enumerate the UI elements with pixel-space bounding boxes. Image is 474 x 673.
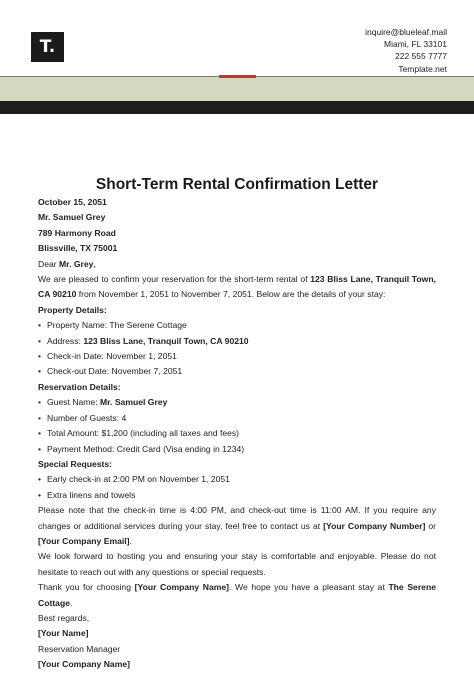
header-accent: [219, 75, 256, 78]
list-item: • Number of Guests: 4: [38, 411, 436, 426]
contact-phone: 222 555 7777: [395, 51, 447, 62]
letter-body: [38, 195, 436, 673]
reservation-list: [38, 395, 436, 457]
list-item: • Check-in Date: November 1, 2051: [38, 349, 436, 364]
property-list: [38, 318, 436, 380]
closing: Best regards,: [38, 612, 90, 623]
sender-name: [Your Name]: [38, 628, 89, 639]
recipient-name: Mr. Samuel Grey: [38, 212, 106, 223]
contact-email: inquire@blueleaf.mail: [365, 27, 447, 37]
list-item: • Guest Name: Mr. Samuel Grey: [38, 395, 436, 410]
list-item: • Payment Method: Credit Card (Visa ending in 1234): [38, 442, 436, 457]
salutation: Dear Mr. Grey,: [38, 258, 96, 269]
list-item: • Address: 123 Bliss Lane, Tranquil Town, CA 90210: [38, 334, 436, 349]
sender-title: Reservation Manager: [38, 643, 121, 654]
list-item: • Early check-in at 2:00 PM on November 1, 2051: [38, 472, 436, 487]
contact-block: [365, 26, 447, 75]
recipient-city: Blissville, TX 75001: [38, 243, 118, 254]
header-band: [0, 77, 474, 101]
list-item: • Total Amount: $1,200 (including all taxes and fees): [38, 426, 436, 441]
thanks-paragraph: Thank you for choosing [Your Company Name]. We hope you have a pleasant stay at The Serene Cottage.: [38, 582, 436, 608]
special-list: [38, 472, 436, 503]
letter-title: Short-Term Rental Confirmation Letter: [95, 176, 379, 193]
list-item: • Property Name: The Serene Cottage: [38, 318, 436, 333]
letter-date: October 15, 2051: [38, 197, 107, 207]
recipient-street: 789 Harmony Road: [38, 227, 116, 238]
sender-company: [Your Company Name]: [38, 659, 130, 670]
special-heading: Special Requests:: [38, 458, 113, 469]
property-heading: Property Details:: [38, 304, 107, 315]
header-dark-band: [0, 101, 474, 114]
forward-paragraph: We look forward to hosting you and ensuring your stay is comfortable and enjoyable. Please do not hesitate to reach out with any questions or special requests.: [38, 551, 436, 577]
note-paragraph: Please note that the check-in time is 4:00 PM, and check-out time is 11:00 AM. If you require any changes or additional services during your stay, feel free to contact us at [Your Company Number] or [Your Company Email].: [38, 505, 436, 546]
list-item: • Check-out Date: November 7, 2051: [38, 364, 436, 379]
contact-website: Template.net: [398, 63, 447, 74]
intro-paragraph: We are pleased to confirm your reservation for the short-term rental of 123 Bliss Lane, Tranquil Town, CA 90210 from November 1, 2051 to November 7, 2051. Below are the details of your stay:: [38, 274, 436, 300]
contact-city: Miami, FL 33101: [384, 39, 447, 50]
company-logo: T.: [31, 32, 64, 62]
reservation-heading: Reservation Details:: [38, 381, 121, 392]
list-item: • Extra linens and towels: [38, 488, 436, 503]
